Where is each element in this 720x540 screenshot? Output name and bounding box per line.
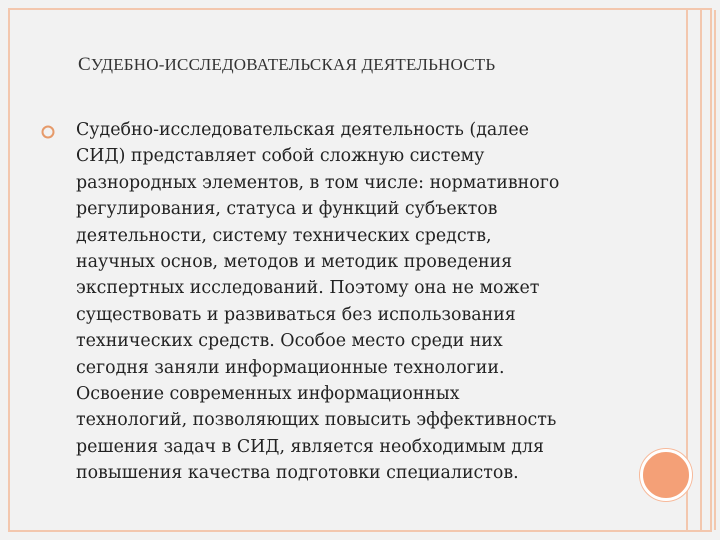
title-first-letter: С bbox=[78, 54, 91, 75]
paragraph-line: экспертных исследований. Поэтому она не может bbox=[76, 278, 540, 299]
bullet-paragraph bbox=[76, 117, 636, 487]
title-rest: УДЕБНО-ИССЛЕДОВАТЕЛЬСКАЯ ДЕЯТЕЛЬНОСТЬ bbox=[90, 55, 496, 74]
paragraph-line: регулирования, статуса и функций субъектов bbox=[76, 199, 498, 220]
paragraph-line: Судебно-исследовательская деятельность (далее bbox=[76, 120, 529, 140]
paragraph-line: сегодня заняли информационные технологии. bbox=[76, 357, 505, 378]
paragraph-line: Освоение современных информационных bbox=[76, 384, 460, 405]
paragraph-line: научных основ, методов и методик проведения bbox=[76, 252, 513, 273]
accent-circle-icon bbox=[640, 449, 692, 501]
frame-stripe bbox=[686, 10, 688, 530]
paragraph-line: СИД) представляет собой сложную систему bbox=[76, 146, 485, 167]
paragraph-line: технологий, позволяющих повысить эффективность bbox=[76, 410, 557, 431]
frame-stripe bbox=[714, 10, 716, 530]
paragraph-line: деятельности, систему технических средств, bbox=[76, 225, 492, 246]
hollow-circle-bullet-icon bbox=[40, 124, 56, 140]
frame-stripe bbox=[700, 10, 702, 530]
paragraph-line: решения задач в СИД, является необходимым для bbox=[76, 436, 544, 457]
paragraph-line: технических средств. Особое место среди них bbox=[76, 331, 503, 352]
slide-title bbox=[78, 54, 495, 76]
paragraph-line: существовать и развиваться без использования bbox=[76, 304, 516, 325]
paragraph-line: разнородных элементов, в том числе: нормативного bbox=[76, 172, 560, 193]
paragraph-line: повышения качества подготовки специалистов. bbox=[76, 463, 519, 484]
